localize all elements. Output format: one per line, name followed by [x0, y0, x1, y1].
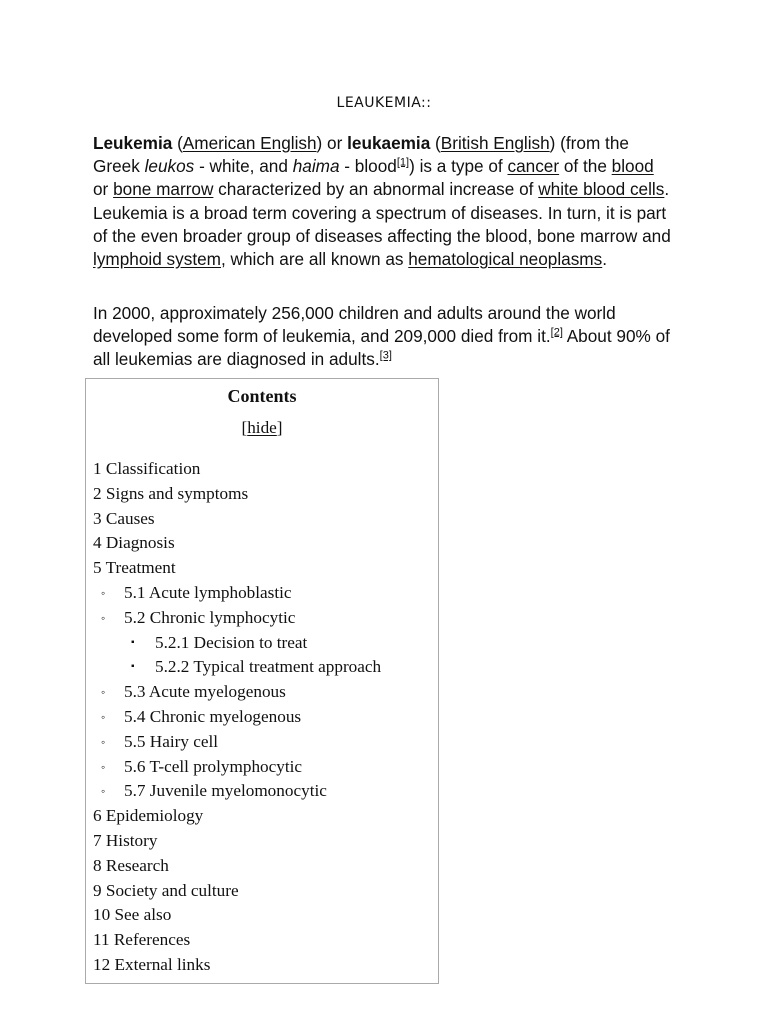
text-of-the: of the: [563, 156, 607, 177]
toc-item[interactable]: [93, 507, 438, 532]
square-bullet-icon: ▪: [131, 636, 135, 648]
toc-item[interactable]: [93, 482, 438, 507]
toc-item-label: 5 Treatment: [93, 558, 176, 578]
text-or-2: or: [93, 179, 109, 200]
square-bullet-icon: ▪: [131, 661, 135, 673]
toc-item[interactable]: [93, 829, 438, 854]
text-white: - white, and: [199, 156, 288, 177]
document-title: LEAUKEMIA::: [336, 95, 432, 111]
hollow-circle-bullet-icon: ◦: [101, 685, 106, 700]
toc-item-label: 5.1 Acute lymphoblastic: [124, 582, 292, 602]
toc-item[interactable]: [93, 531, 438, 556]
link-bone-marrow[interactable]: bone marrow: [113, 179, 214, 200]
toc-item-label: 4 Diagnosis: [93, 533, 175, 553]
toc-item[interactable]: [93, 581, 438, 606]
reference-3[interactable]: [3]: [379, 349, 392, 362]
toc-item-label: 5.5 Hairy cell: [124, 731, 219, 751]
toc-item[interactable]: [93, 655, 438, 680]
toc-item[interactable]: [93, 854, 438, 879]
toc-item[interactable]: [93, 953, 438, 978]
toc-item-label: 6 Epidemiology: [93, 806, 204, 826]
toc-item-label: 9 Society and culture: [93, 880, 239, 900]
link-white-blood-cells[interactable]: white blood cells: [538, 179, 665, 200]
intro-paragraph: Leukemia (American English) or leukaemia (British English) (from the Greek leukos - white, and haima - blood[1]) is a type of cancer of the blood or bone marrow characterized by an abnormal increase of white blood cells. Leukemia is a broad term covering a spectrum of diseases. In turn, it is part of the even broader group of diseases affecting the blood, bone marrow and lymphoid system, which are all known as hematological neoplasms.: [93, 133, 671, 270]
text-blood-word: - blood: [344, 156, 397, 177]
term-leukaemia: leukaemia: [347, 133, 431, 153]
table-of-contents: [85, 378, 439, 984]
link-american-english[interactable]: American English: [182, 133, 317, 153]
hollow-circle-bullet-icon: ◦: [101, 585, 106, 600]
toc-item-label: 5.4 Chronic myelogenous: [124, 706, 302, 726]
hollow-circle-bullet-icon: ◦: [101, 734, 106, 749]
link-cancer[interactable]: cancer: [507, 156, 560, 177]
link-blood[interactable]: blood: [611, 156, 654, 177]
link-british-english[interactable]: British English: [440, 133, 550, 153]
toc-item[interactable]: [93, 556, 438, 581]
toc-hide-link[interactable]: hide: [247, 418, 277, 437]
text-known-as: , which are all known as: [221, 249, 404, 270]
toc-item[interactable]: [93, 457, 438, 482]
text-or: or: [327, 133, 343, 153]
toc-item-label: 2 Signs and symptoms: [93, 483, 249, 503]
toc-list: [93, 457, 438, 978]
toc-item-label: 12 External links: [93, 954, 211, 974]
toc-item-label: 5.2.1 Decision to treat: [155, 632, 308, 652]
toc-item[interactable]: [93, 928, 438, 953]
text-epidemiology: In 2000, approximately 256,000 children and adults around the world developed some form of leukemia, and 209,000 died from it.: [93, 303, 616, 347]
toc-item-label: 5.7 Juvenile myelomonocytic: [124, 781, 327, 801]
toc-hide-control: [hide]: [241, 418, 283, 437]
hollow-circle-bullet-icon: ◦: [101, 610, 106, 625]
toc-item[interactable]: [93, 903, 438, 928]
text-about-adults: About 90% of all leukemias are diagnosed in adults.: [93, 326, 670, 370]
toc-item[interactable]: [93, 779, 438, 804]
greek-haima: haima: [292, 156, 340, 177]
toc-item[interactable]: [93, 730, 438, 755]
toc-item-label: 5.2.2 Typical treatment approach: [155, 657, 382, 677]
toc-item[interactable]: [93, 804, 438, 829]
toc-item[interactable]: [93, 680, 438, 705]
toc-item-label: 5.2 Chronic lymphocytic: [124, 607, 296, 627]
text-period: .: [602, 249, 607, 270]
toc-item-label: 10 See also: [93, 905, 172, 925]
toc-item-label: 11 References: [93, 930, 191, 950]
toc-item-label: 8 Research: [93, 855, 169, 875]
toc-item-label: 7 History: [93, 830, 158, 850]
term-leukemia: Leukemia: [93, 133, 173, 153]
link-lymphoid-system[interactable]: lymphoid system: [93, 249, 221, 270]
text-is-type: ) is a type of: [409, 156, 503, 177]
text-from-greek: (from the Greek: [93, 133, 629, 177]
greek-leukos: leukos: [144, 156, 195, 177]
toc-item[interactable]: [93, 606, 438, 631]
hollow-circle-bullet-icon: ◦: [101, 759, 106, 774]
toc-item-label: 1 Classification: [93, 459, 201, 478]
toc-item[interactable]: [93, 631, 438, 656]
link-hematological-neoplasms[interactable]: hematological neoplasms: [408, 249, 603, 270]
toc-item-label: 5.3 Acute myelogenous: [124, 682, 286, 702]
toc-item[interactable]: [93, 705, 438, 730]
toc-title: Contents: [227, 386, 297, 406]
reference-1[interactable]: [1]: [396, 156, 410, 169]
toc-item-label: 3 Causes: [93, 508, 155, 528]
hollow-circle-bullet-icon: ◦: [101, 784, 106, 799]
text-characterized: characterized by an abnormal increase of: [218, 179, 534, 200]
toc-item[interactable]: [93, 755, 438, 780]
epidemiology-paragraph: [93, 302, 673, 372]
text-broad-term: . Leukemia is a broad term covering a spectrum of diseases. In turn, it is part of the even broader group of diseases affecting the blood, bone marrow and: [93, 179, 671, 246]
toc-item-label: 5.6 T-cell prolymphocytic: [124, 756, 303, 776]
toc-item[interactable]: [93, 879, 438, 904]
hollow-circle-bullet-icon: ◦: [101, 709, 106, 724]
reference-2[interactable]: [2]: [550, 326, 563, 339]
